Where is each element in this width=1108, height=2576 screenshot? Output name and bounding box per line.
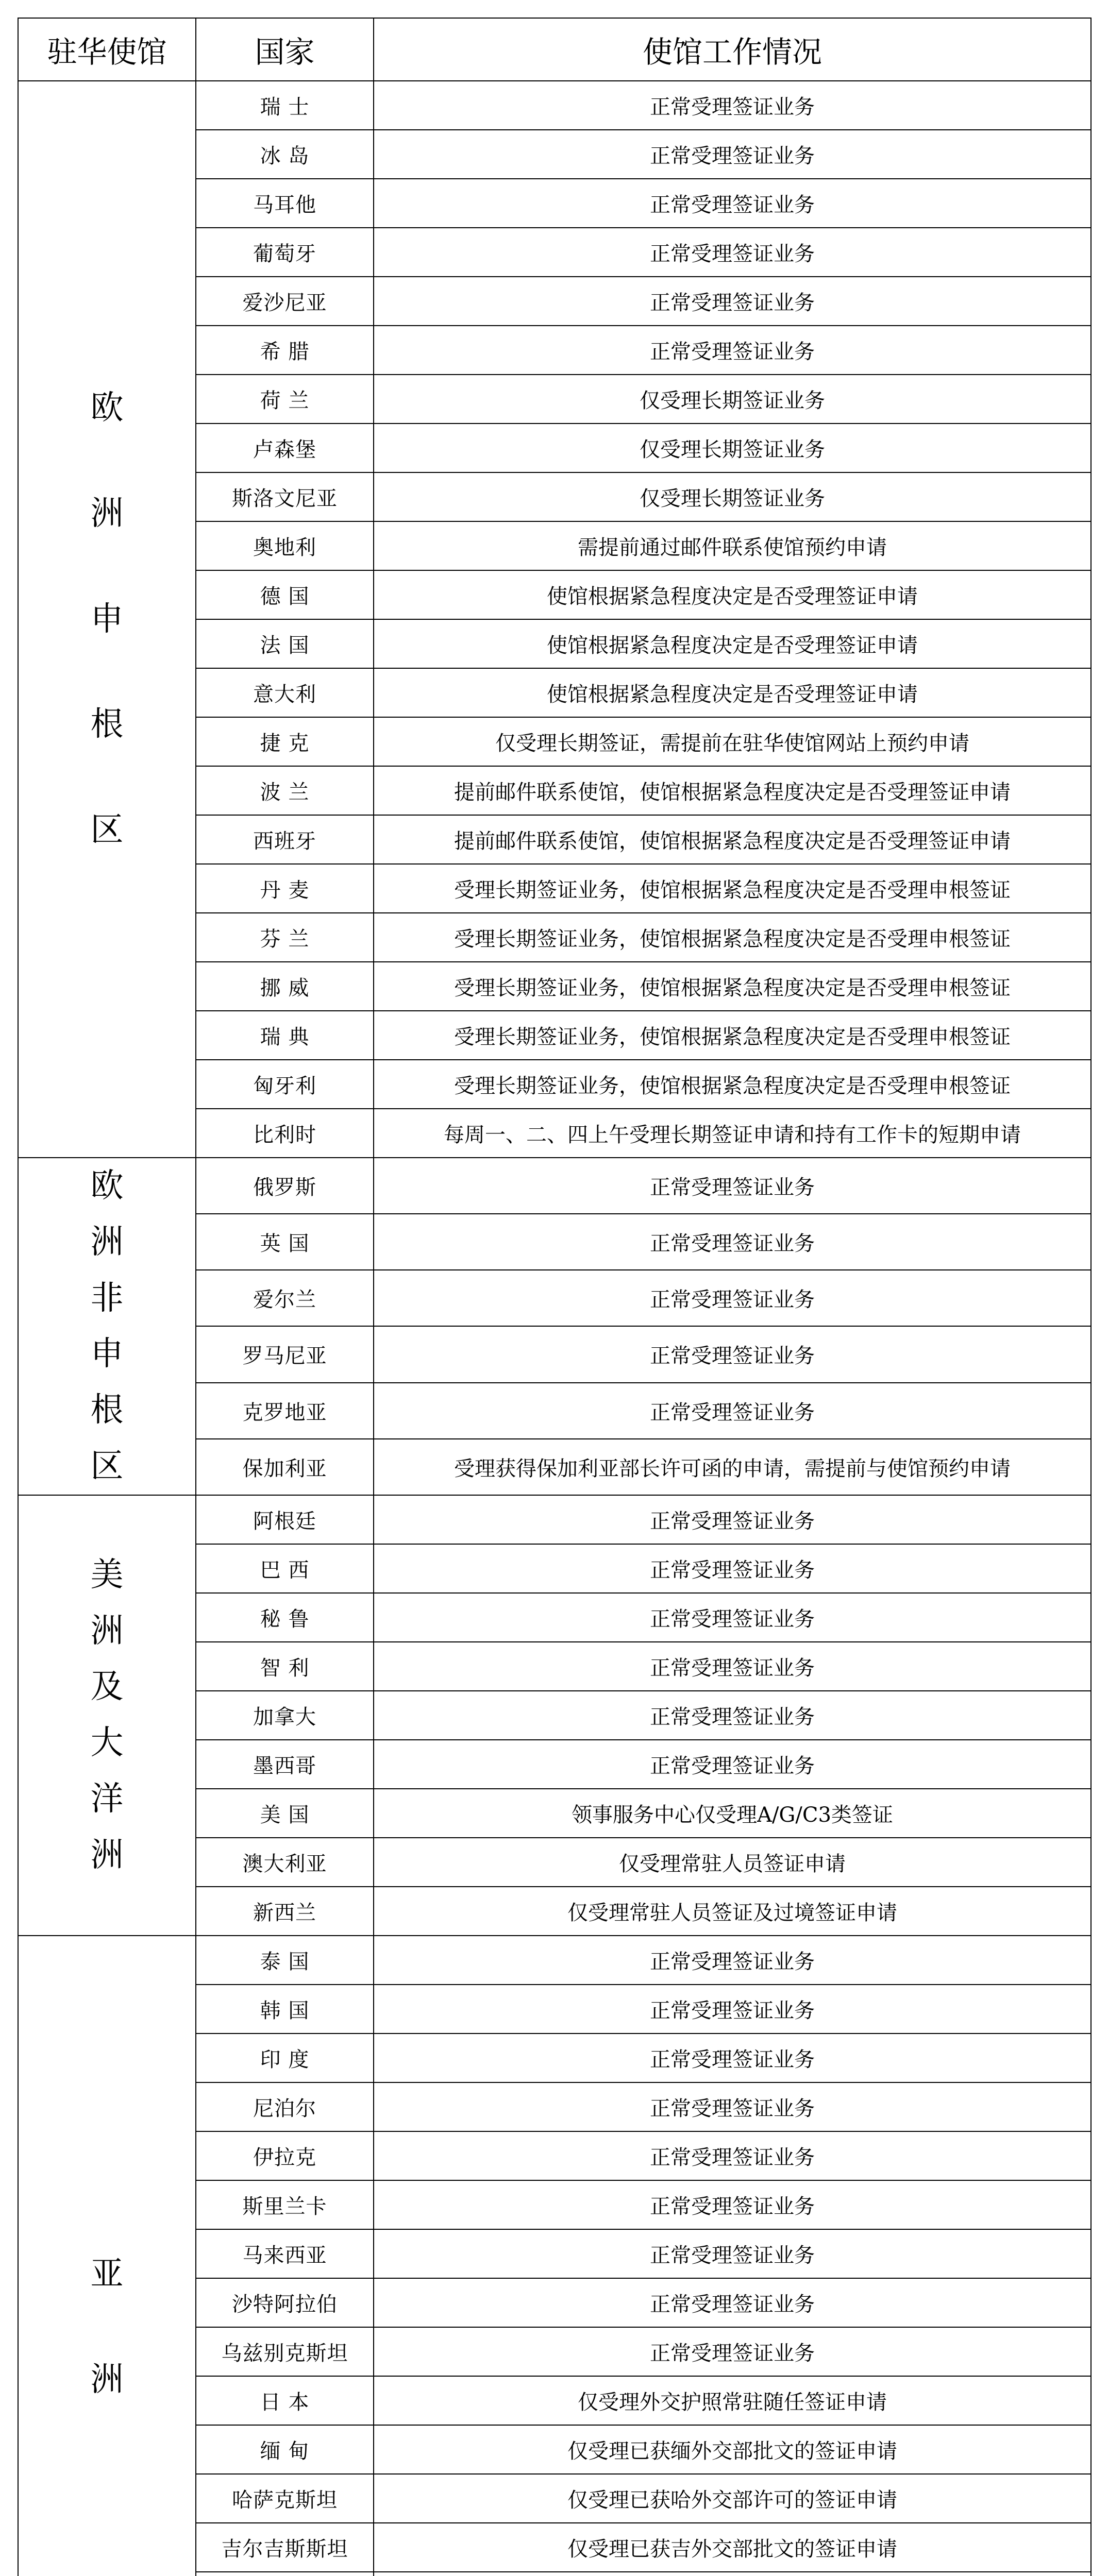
status-cell: 仅受理已获吉外交部批文的签证申请 xyxy=(374,2523,1091,2572)
status-cell: 正常受理签证业务 xyxy=(374,228,1091,277)
status-cell: 受理长期签证业务，使馆根据紧急程度决定是否受理申根签证 xyxy=(374,962,1091,1011)
country-cell: 新西兰 xyxy=(196,1887,374,1936)
status-cell: 正常受理签证业务 xyxy=(374,1593,1091,1642)
status-cell: 正常受理签证业务 xyxy=(374,1642,1091,1691)
country-cell: 波 兰 xyxy=(196,766,374,815)
country-cell: 吉尔吉斯斯坦 xyxy=(196,2523,374,2572)
country-cell: 加拿大 xyxy=(196,1691,374,1740)
status-cell: 正常受理签证业务 xyxy=(374,2278,1091,2327)
status-cell: 正常受理签证业务 xyxy=(374,2180,1091,2229)
status-cell: 正常受理签证业务 xyxy=(374,2033,1091,2082)
country-cell: 伊拉克 xyxy=(196,2131,374,2180)
status-cell: 正常受理签证业务 xyxy=(374,1691,1091,1740)
status-cell: 每周一、二、四上午受理长期签证申请和持有工作卡的短期申请 xyxy=(374,1109,1091,1158)
country-cell: 阿根廷 xyxy=(196,1495,374,1544)
country-cell: 捷 克 xyxy=(196,717,374,766)
country-cell: 荷 兰 xyxy=(196,375,374,423)
country-cell: 马耳他 xyxy=(196,179,374,228)
status-cell: 正常受理签证业务 xyxy=(374,130,1091,179)
table-row xyxy=(18,1158,1091,1214)
status-cell: 正常受理签证业务 xyxy=(374,2131,1091,2180)
status-cell: 仅受理外交护照常驻随任签证申请 xyxy=(374,2376,1091,2425)
country-cell: 沙特阿拉伯 xyxy=(196,2278,374,2327)
status-cell: 正常受理签证业务 xyxy=(374,1383,1091,1439)
status-cell: 仅受理长期签证业务 xyxy=(374,472,1091,521)
country-cell: 美 国 xyxy=(196,1789,374,1838)
country-cell: 冰 岛 xyxy=(196,130,374,179)
status-cell: 仅受理长期签证业务 xyxy=(374,375,1091,423)
status-cell: 使馆根据紧急程度决定是否受理签证申请 xyxy=(374,570,1091,619)
country-cell: 日 本 xyxy=(196,2376,374,2425)
status-cell: 正常受理签证业务 xyxy=(374,2327,1091,2376)
country-cell: 智 利 xyxy=(196,1642,374,1691)
region-label xyxy=(18,81,196,1158)
table-body xyxy=(18,81,1091,2576)
status-cell: 正常受理签证业务 xyxy=(374,1544,1091,1593)
status-cell: 正常受理签证业务 xyxy=(374,1985,1091,2033)
status-cell: 领事服务中心仅受理A/G/C3类签证 xyxy=(374,1789,1091,1838)
country-cell: 卢森堡 xyxy=(196,423,374,472)
status-cell: 需提前通过邮件联系使馆预约申请 xyxy=(374,521,1091,570)
country-cell: 秘 鲁 xyxy=(196,1593,374,1642)
country-cell: 印 度 xyxy=(196,2033,374,2082)
status-cell: 正常受理签证业务 xyxy=(374,2082,1091,2131)
country-cell: 意大利 xyxy=(196,668,374,717)
status-cell xyxy=(374,2572,1091,2576)
country-cell xyxy=(196,2572,374,2576)
country-cell: 澳大利亚 xyxy=(196,1838,374,1887)
country-cell: 葡萄牙 xyxy=(196,228,374,277)
region-name: 欧洲非申根区 xyxy=(90,1167,124,1485)
status-cell: 正常受理签证业务 xyxy=(374,1326,1091,1382)
country-cell: 挪 威 xyxy=(196,962,374,1011)
status-cell: 受理长期签证业务，使馆根据紧急程度决定是否受理申根签证 xyxy=(374,1060,1091,1109)
region-name: 亚洲 xyxy=(90,2255,124,2399)
country-cell: 韩 国 xyxy=(196,1985,374,2033)
country-cell: 瑞 士 xyxy=(196,81,374,130)
country-cell: 斯洛文尼亚 xyxy=(196,472,374,521)
status-cell: 提前邮件联系使馆，使馆根据紧急程度决定是否受理签证申请 xyxy=(374,766,1091,815)
country-cell: 爱沙尼亚 xyxy=(196,277,374,326)
country-cell: 丹 麦 xyxy=(196,864,374,913)
table-row xyxy=(18,1936,1091,1985)
status-cell: 正常受理签证业务 xyxy=(374,2229,1091,2278)
status-cell: 正常受理签证业务 xyxy=(374,81,1091,130)
status-cell: 仅受理已获哈外交部许可的签证申请 xyxy=(374,2474,1091,2523)
status-cell: 仅受理长期签证业务 xyxy=(374,423,1091,472)
status-cell: 正常受理签证业务 xyxy=(374,179,1091,228)
status-cell: 仅受理已获缅外交部批文的签证申请 xyxy=(374,2425,1091,2474)
status-cell: 仅受理常驻人员签证申请 xyxy=(374,1838,1091,1887)
country-cell: 罗马尼亚 xyxy=(196,1326,374,1382)
status-cell: 受理长期签证业务，使馆根据紧急程度决定是否受理申根签证 xyxy=(374,913,1091,962)
status-cell: 使馆根据紧急程度决定是否受理签证申请 xyxy=(374,668,1091,717)
country-cell: 法 国 xyxy=(196,619,374,668)
region-label xyxy=(18,1936,196,2576)
table-row xyxy=(18,81,1091,130)
status-cell: 受理长期签证业务，使馆根据紧急程度决定是否受理申根签证 xyxy=(374,864,1091,913)
country-cell: 瑞 典 xyxy=(196,1011,374,1060)
status-cell: 正常受理签证业务 xyxy=(374,1495,1091,1544)
country-cell: 比利时 xyxy=(196,1109,374,1158)
country-cell: 匈牙利 xyxy=(196,1060,374,1109)
country-cell: 保加利亚 xyxy=(196,1439,374,1495)
country-cell: 斯里兰卡 xyxy=(196,2180,374,2229)
country-cell: 泰 国 xyxy=(196,1936,374,1985)
status-cell: 正常受理签证业务 xyxy=(374,326,1091,375)
status-cell: 正常受理签证业务 xyxy=(374,277,1091,326)
header-status: 使馆工作情况 xyxy=(374,18,1091,81)
status-cell: 正常受理签证业务 xyxy=(374,1936,1091,1985)
status-cell: 受理长期签证业务，使馆根据紧急程度决定是否受理申根签证 xyxy=(374,1011,1091,1060)
country-cell: 德 国 xyxy=(196,570,374,619)
status-cell: 使馆根据紧急程度决定是否受理签证申请 xyxy=(374,619,1091,668)
country-cell: 芬 兰 xyxy=(196,913,374,962)
country-cell: 尼泊尔 xyxy=(196,2082,374,2131)
region-label xyxy=(18,1158,196,1495)
country-cell: 哈萨克斯坦 xyxy=(196,2474,374,2523)
country-cell: 乌兹别克斯坦 xyxy=(196,2327,374,2376)
status-cell: 正常受理签证业务 xyxy=(374,1270,1091,1326)
country-cell: 墨西哥 xyxy=(196,1740,374,1789)
country-cell: 英 国 xyxy=(196,1214,374,1270)
status-cell: 正常受理签证业务 xyxy=(374,1158,1091,1214)
country-cell: 西班牙 xyxy=(196,815,374,864)
embassy-status-table xyxy=(18,18,1092,2576)
header-country: 国家 xyxy=(196,18,374,81)
region-label xyxy=(18,1495,196,1936)
status-cell: 提前邮件联系使馆，使馆根据紧急程度决定是否受理签证申请 xyxy=(374,815,1091,864)
status-cell: 正常受理签证业务 xyxy=(374,1740,1091,1789)
status-cell: 受理获得保加利亚部长许可函的申请，需提前与使馆预约申请 xyxy=(374,1439,1091,1495)
country-cell: 俄罗斯 xyxy=(196,1158,374,1214)
region-name: 美洲及大洋洲 xyxy=(90,1555,124,1874)
status-cell: 仅受理长期签证，需提前在驻华使馆网站上预约申请 xyxy=(374,717,1091,766)
country-cell: 马来西亚 xyxy=(196,2229,374,2278)
status-cell: 仅受理常驻人员签证及过境签证申请 xyxy=(374,1887,1091,1936)
country-cell: 奥地利 xyxy=(196,521,374,570)
status-cell: 正常受理签证业务 xyxy=(374,1214,1091,1270)
country-cell: 克罗地亚 xyxy=(196,1383,374,1439)
country-cell: 希 腊 xyxy=(196,326,374,375)
country-cell: 巴 西 xyxy=(196,1544,374,1593)
header-embassy: 驻华使馆 xyxy=(18,18,196,81)
header-row xyxy=(18,18,1091,81)
table-row xyxy=(18,1495,1091,1544)
country-cell: 爱尔兰 xyxy=(196,1270,374,1326)
country-cell: 缅 甸 xyxy=(196,2425,374,2474)
region-name: 欧洲申根区 xyxy=(90,389,124,850)
